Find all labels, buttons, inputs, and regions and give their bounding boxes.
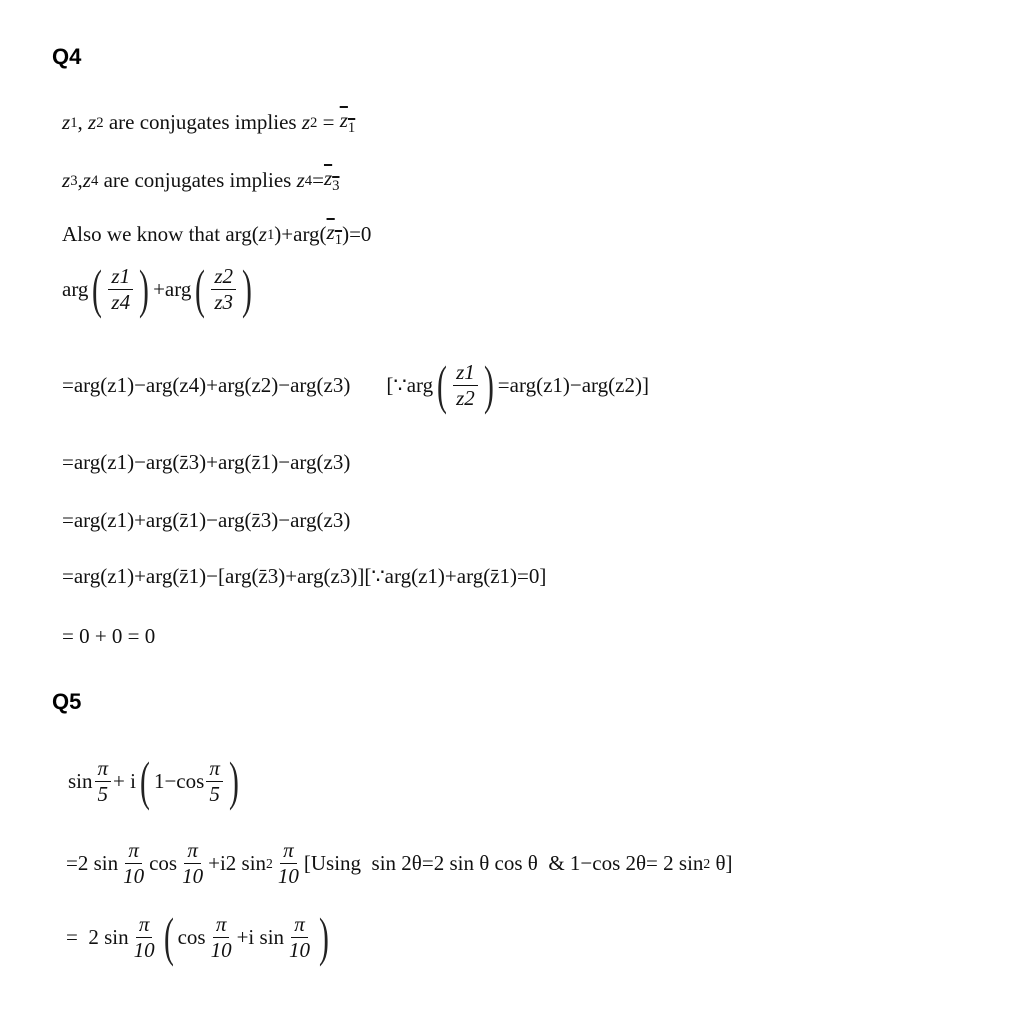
identity-note-end: θ] bbox=[710, 851, 733, 875]
fraction bbox=[131, 911, 158, 962]
var-conj: z bbox=[323, 166, 333, 190]
q4-line-6 bbox=[62, 452, 350, 473]
one-minus-cos: 1−cos bbox=[153, 768, 205, 793]
right-paren: ) bbox=[319, 907, 329, 967]
fraction bbox=[120, 840, 147, 887]
var-z1: z bbox=[62, 110, 71, 135]
var-z4: z bbox=[82, 168, 91, 193]
q4-line-1: z 1 , z 2 are conjugates implies z 2 = $z_1$ bbox=[62, 108, 356, 137]
q4-line-4 bbox=[62, 259, 256, 319]
sub: 2 bbox=[310, 114, 318, 131]
numerator: z1 bbox=[453, 362, 478, 386]
text: Also we know that arg( bbox=[62, 222, 259, 247]
i2sin-text: +i2 sin bbox=[208, 851, 267, 875]
numerator: π bbox=[184, 840, 201, 864]
q5-line-3 bbox=[66, 907, 333, 967]
q5-heading: Q5 bbox=[52, 689, 82, 714]
numerator: π bbox=[206, 758, 223, 782]
denominator: 5 bbox=[97, 781, 109, 806]
q5-line-1 bbox=[68, 751, 243, 811]
right-paren: ) bbox=[228, 751, 239, 811]
sub: 2 bbox=[96, 114, 104, 131]
plus-arg-text: +arg bbox=[153, 276, 192, 301]
exponent: 2 bbox=[703, 855, 711, 871]
q4-line-9 bbox=[62, 626, 155, 647]
numerator: π bbox=[136, 914, 153, 938]
left-paren: ( bbox=[163, 907, 174, 967]
left-paren: ( bbox=[437, 355, 448, 415]
sin-text: sin bbox=[68, 768, 93, 793]
left-paren: ( bbox=[140, 751, 150, 811]
var: z bbox=[296, 168, 305, 193]
denominator: 10 bbox=[210, 937, 232, 962]
arg-text: arg bbox=[62, 276, 89, 301]
fraction bbox=[208, 911, 235, 962]
denominator: 10 bbox=[123, 864, 145, 888]
fraction bbox=[286, 911, 313, 962]
equals: = bbox=[312, 168, 324, 193]
fraction bbox=[95, 755, 112, 806]
sub: 3 bbox=[332, 178, 340, 195]
expression: =arg(z1)+arg(z̄1)−arg(z̄3)−arg(z3) bbox=[62, 508, 351, 532]
denominator: 10 bbox=[133, 937, 155, 962]
denominator: z3 bbox=[214, 289, 234, 314]
text: are conjugates implies bbox=[98, 168, 297, 193]
denominator: 10 bbox=[182, 864, 204, 888]
var: z bbox=[301, 110, 311, 135]
q4-line-8 bbox=[62, 566, 546, 587]
sub: 4 bbox=[90, 172, 99, 189]
sub: 1 bbox=[334, 232, 343, 249]
denominator: 10 bbox=[277, 864, 299, 888]
fraction bbox=[206, 755, 223, 806]
note-prefix: [∵arg bbox=[386, 372, 434, 397]
q4-line-5 bbox=[62, 355, 649, 415]
sub: 1 bbox=[347, 120, 356, 137]
var-conj: z bbox=[339, 108, 348, 132]
q4-heading: Q4 bbox=[52, 44, 82, 69]
plus-i: + i bbox=[113, 768, 136, 793]
right-paren: ) bbox=[483, 355, 494, 415]
sub: 1 bbox=[266, 226, 275, 243]
sub: 4 bbox=[304, 172, 313, 189]
result: = 0 + 0 = 0 bbox=[62, 624, 156, 648]
left-paren: ( bbox=[195, 259, 206, 319]
q4-line-7 bbox=[62, 510, 350, 531]
q4-line-3 bbox=[62, 222, 371, 248]
numerator: z1 bbox=[108, 266, 133, 290]
var-z2: z bbox=[88, 110, 97, 135]
note-suffix: =arg(z1)−arg(z2)] bbox=[497, 372, 649, 397]
denominator: 5 bbox=[209, 781, 220, 806]
identity-note: [Using sin 2θ=2 sin θ cos θ & 1−cos 2θ= 2 sin bbox=[303, 851, 704, 875]
denominator: 10 bbox=[289, 937, 311, 962]
fraction bbox=[211, 263, 236, 314]
expression: =arg(z1)−arg(z4)+arg(z2)−arg(z3) bbox=[62, 372, 351, 397]
note: [∵arg(z1)+arg(z̄1)=0] bbox=[364, 564, 547, 588]
text: are conjugates implies bbox=[103, 110, 302, 135]
numerator: z2 bbox=[211, 266, 236, 290]
cos-text: cos bbox=[177, 924, 206, 949]
expression: =arg(z1)+arg(z̄1)−[arg(z̄3)+arg(z3)] bbox=[62, 564, 365, 588]
numerator: π bbox=[125, 840, 142, 864]
prefix: = 2 sin bbox=[66, 924, 129, 949]
text: )+arg( bbox=[274, 222, 327, 247]
fraction bbox=[108, 263, 133, 314]
var-conj: z bbox=[326, 220, 335, 244]
var: z bbox=[258, 222, 267, 247]
denominator: z4 bbox=[111, 289, 131, 314]
exponent: 2 bbox=[266, 855, 273, 871]
numerator: π bbox=[213, 914, 230, 938]
numerator: π bbox=[95, 758, 112, 782]
sub: 3 bbox=[70, 172, 78, 189]
numerator: π bbox=[280, 840, 297, 864]
var-z3: z bbox=[62, 168, 71, 193]
left-paren: ( bbox=[92, 259, 103, 319]
right-paren: ) bbox=[242, 259, 252, 319]
text: )=0 bbox=[342, 222, 372, 247]
fraction bbox=[179, 840, 206, 887]
expression: =arg(z1)−arg(z̄3)+arg(z̄1)−arg(z3) bbox=[62, 450, 351, 474]
sub: 1 bbox=[70, 114, 78, 131]
fraction bbox=[453, 359, 478, 410]
equals: = bbox=[317, 110, 340, 135]
cos-text: cos bbox=[149, 851, 178, 875]
denominator: z2 bbox=[456, 385, 475, 410]
isin-text: +i sin bbox=[236, 924, 285, 949]
fraction bbox=[275, 840, 302, 887]
q4-line-2: z 3 , z 4 are conjugates implies z 4 = $z_3$ bbox=[62, 166, 340, 195]
right-paren: ) bbox=[139, 259, 150, 319]
q5-line-2 bbox=[66, 840, 733, 887]
numerator: π bbox=[291, 914, 308, 938]
prefix: =2 sin bbox=[66, 851, 119, 875]
